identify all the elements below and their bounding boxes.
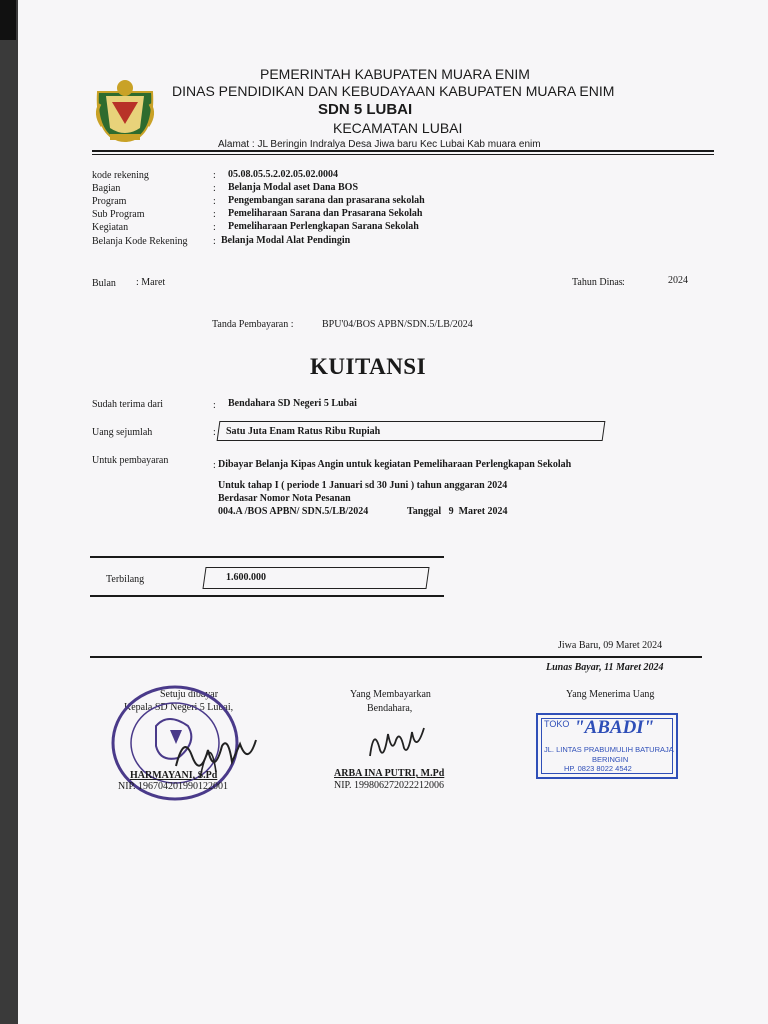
school-name: SDN 5 LUBAI bbox=[318, 101, 413, 118]
header-line-1: PEMERINTAH KABUPATEN MUARA ENIM bbox=[260, 66, 530, 82]
mid-signature-icon bbox=[366, 720, 428, 764]
left-sign-nip: NIP. 196704201990122001 bbox=[118, 781, 229, 792]
signature-divider bbox=[90, 656, 702, 658]
amount-sep: : bbox=[213, 427, 216, 438]
terbilang-value: 1.600.000 bbox=[226, 572, 266, 583]
store-stamp-prefix: TOKO bbox=[544, 719, 570, 729]
year-sep: : bbox=[622, 277, 625, 288]
school-address: Alamat : JL Beringin Indralya Desa Jiwa baru Kec Lubai Kab muara enim bbox=[218, 139, 541, 150]
account-label: kode rekening bbox=[92, 170, 149, 181]
mid-sign-nip: NIP. 199806272022212006 bbox=[334, 780, 445, 791]
terbilang-label: Terbilang bbox=[106, 574, 145, 585]
account-value: Pemeliharaan Sarana dan Prasarana Sekolah bbox=[228, 208, 423, 219]
right-sign-title: Yang Menerima Uang bbox=[566, 689, 655, 700]
year-value: 2024 bbox=[668, 275, 688, 286]
account-value: Pengembangan sarana dan prasarana sekolah bbox=[228, 195, 425, 206]
store-stamp-name: "ABADI" bbox=[574, 717, 655, 738]
regency-logo-icon bbox=[92, 74, 158, 146]
account-value: Belanja Modal aset Dana BOS bbox=[228, 182, 359, 193]
store-stamp-line-2: BERINGIN bbox=[592, 755, 629, 764]
header-divider bbox=[92, 150, 714, 152]
store-stamp bbox=[536, 713, 678, 779]
account-value: Pemeliharaan Perlengkapan Sarana Sekolah bbox=[228, 221, 419, 232]
amount-words: Satu Juta Enam Ratus Ribu Rupiah bbox=[226, 426, 381, 437]
mid-sign-title-1: Yang Membayarkan bbox=[350, 689, 431, 700]
account-value: Belanja Modal Alat Pendingin bbox=[221, 235, 351, 246]
purpose-line-3: Berdasar Nomor Nota Pesanan bbox=[218, 493, 351, 504]
terbilang-bottom-rule bbox=[90, 595, 444, 597]
month-label: Bulan bbox=[92, 278, 116, 289]
paid-note: Lunas Bayar, 11 Maret 2024 bbox=[546, 662, 664, 673]
left-sign-name: HARMAYANI, S.Pd bbox=[130, 770, 218, 781]
account-sep: : bbox=[213, 236, 216, 247]
account-label: Belanja Kode Rekening bbox=[92, 236, 188, 247]
year-label: Tahun Dinas bbox=[572, 277, 623, 288]
account-label: Bagian bbox=[92, 183, 121, 194]
purpose-line-1: Dibayar Belanja Kipas Angin untuk kegiatan Pemeliharaan Perlengkapan Sekolah bbox=[218, 459, 572, 470]
header-line-2: DINAS PENDIDIKAN DAN KEBUDAYAAN KABUPATEN MUARA ENIM bbox=[172, 83, 615, 99]
district-name: KECAMATAN LUBAI bbox=[333, 120, 463, 136]
left-sign-title-2: Kepala SD Negeri 5 Lubai, bbox=[124, 702, 234, 713]
account-label: Kegiatan bbox=[92, 222, 129, 233]
store-stamp-line-1: JL. LINTAS PRABUMULIH BATURAJA bbox=[544, 745, 674, 754]
document-title: KUITANSI bbox=[310, 354, 427, 379]
account-sep: : bbox=[213, 183, 216, 194]
received-from-value: Bendahara SD Negeri 5 Lubai bbox=[228, 398, 357, 409]
purpose-line-2: Untuk tahap I ( periode 1 Januari sd 30 Juni ) tahun anggaran 2024 bbox=[218, 480, 508, 491]
received-from-label: Sudah terima dari bbox=[92, 399, 164, 410]
mid-sign-name: ARBA INA PUTRI, M.Pd bbox=[334, 768, 445, 779]
account-sep: : bbox=[213, 209, 216, 220]
mid-sign-title-2: Bendahara, bbox=[367, 703, 413, 714]
payment-ref-value: BPU'04/BOS APBN/SDN.5/LB/2024 bbox=[322, 319, 473, 330]
purpose-sep: : bbox=[213, 460, 216, 471]
month-value: : Maret bbox=[136, 277, 166, 288]
payment-ref-label: Tanda Pembayaran : bbox=[212, 319, 294, 330]
account-label: Program bbox=[92, 196, 127, 207]
purpose-date: Tanggal 9 Maret 2024 bbox=[407, 506, 508, 517]
purpose-label: Untuk pembayaran bbox=[92, 455, 169, 466]
purpose-line-4: 004.A /BOS APBN/ SDN.5/LB/2024 bbox=[218, 506, 369, 517]
terbilang-top-rule bbox=[90, 556, 444, 558]
place-date: Jiwa Baru, 09 Maret 2024 bbox=[558, 640, 663, 651]
header-divider-thin bbox=[92, 154, 714, 155]
left-sign-title-1: Setuju dibayar bbox=[160, 689, 219, 700]
received-from-sep: : bbox=[213, 400, 216, 411]
account-sep: : bbox=[213, 222, 216, 233]
account-label: Sub Program bbox=[92, 209, 145, 220]
account-sep: : bbox=[213, 196, 216, 207]
account-sep: : bbox=[213, 170, 216, 181]
store-stamp-line-3: HP. 0823 8022 4542 bbox=[564, 764, 632, 773]
account-value: 05.08.05.5.2.02.05.02.0004 bbox=[228, 169, 338, 180]
scan-edge-mark bbox=[0, 0, 16, 40]
amount-label: Uang sejumlah bbox=[92, 427, 153, 438]
